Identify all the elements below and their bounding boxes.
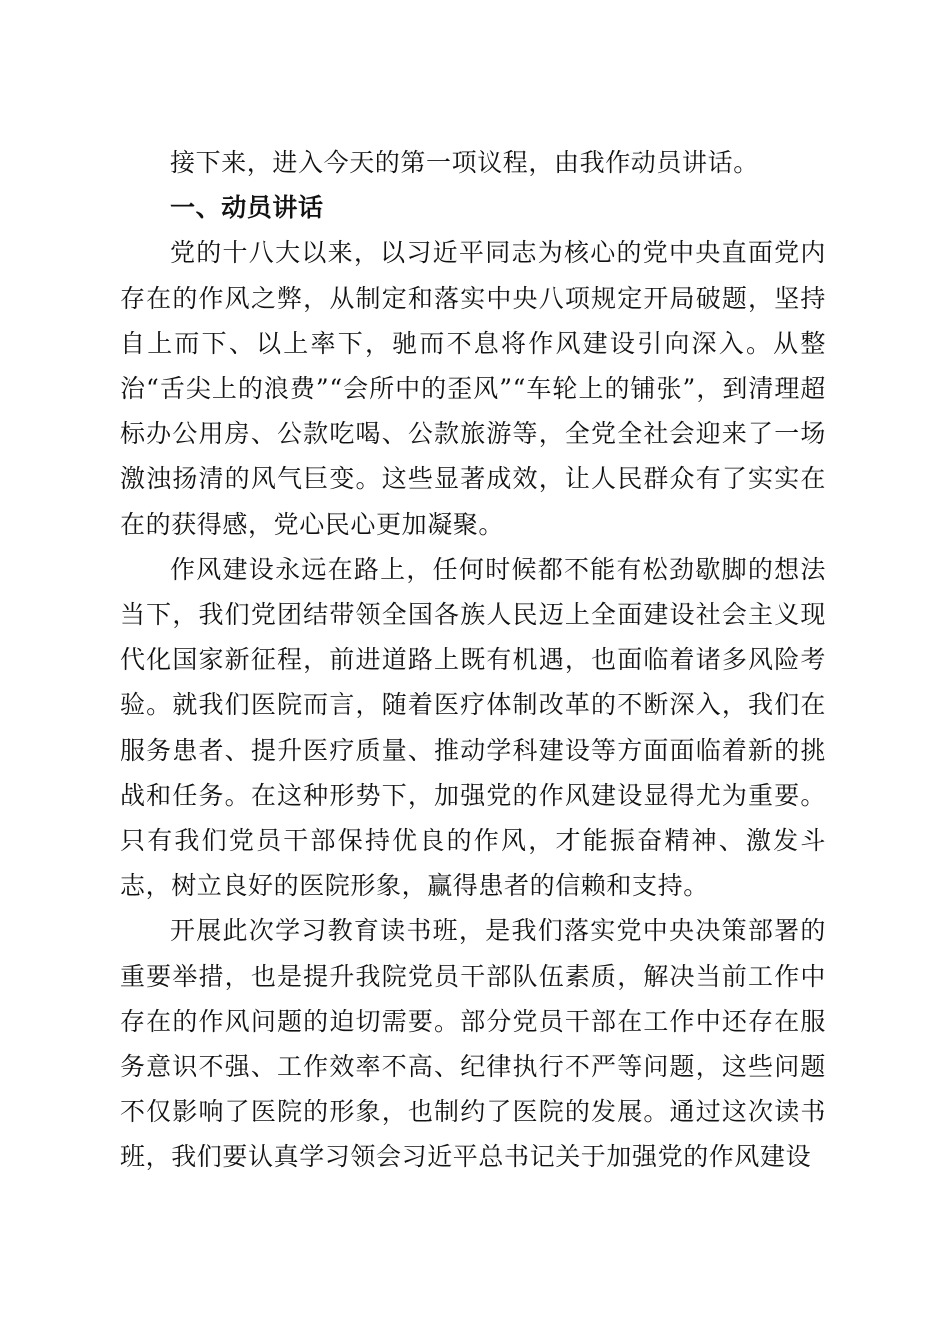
body-paragraph-3: 开展此次学习教育读书班，是我们落实党中央决策部署的重要举措，也是提升我院党员干部队伍素质，解决当前工作中存在的作风问题的迫切需要。部分党员干部在工作中还存在服务意识不强、工作效率不高、纪律执行不严等问题，这些问题不仅影响了医院的形象，也制约了医院的发展。通过这次读书班，我们要认真学习领会习近平总书记关于加强党的作风建设 [120,916,826,1172]
intro-paragraph: 接下来，进入今天的第一项议程，由我作动员讲话。 [170,148,759,177]
body-paragraph-1: 党的十八大以来，以习近平同志为核心的党中央直面党内存在的作风之弊，从制定和落实中央八项规定开局破题，坚持自上而下、以上率下，驰而不息将作风建设引向深入。从整治“舌尖上的浪费”“会所中的歪风”“车轮上的铺张”，到清理超标办公用房、公款吃喝、公款旅游等，全党全社会迎来了一场激浊扬清的风气巨变。这些显著成效，让人民群众有了实实在在的获得感，党心民心更加凝聚。 [120,238,826,539]
section-heading: 一、动员讲话 [170,193,324,223]
document-body [120,140,826,1180]
body-paragraph-2: 作风建设永远在路上，任何时候都不能有松劲歇脚的想法当下，我们党团结带领全国各族人民迈上全面建设社会主义现代化国家新征程，前进道路上既有机遇，也面临着诸多风险考验。就我们医院而言，随着医疗体制改革的不断深入，我们在服务患者、提升医疗质量、推动学科建设等方面面临着新的挑战和任务。在这种形势下，加强党的作风建设显得尤为重要。只有我们党员干部保持优良的作风，才能振奋精神、激发斗志，树立良好的医院形象，赢得患者的信赖和支持。 [120,554,826,901]
